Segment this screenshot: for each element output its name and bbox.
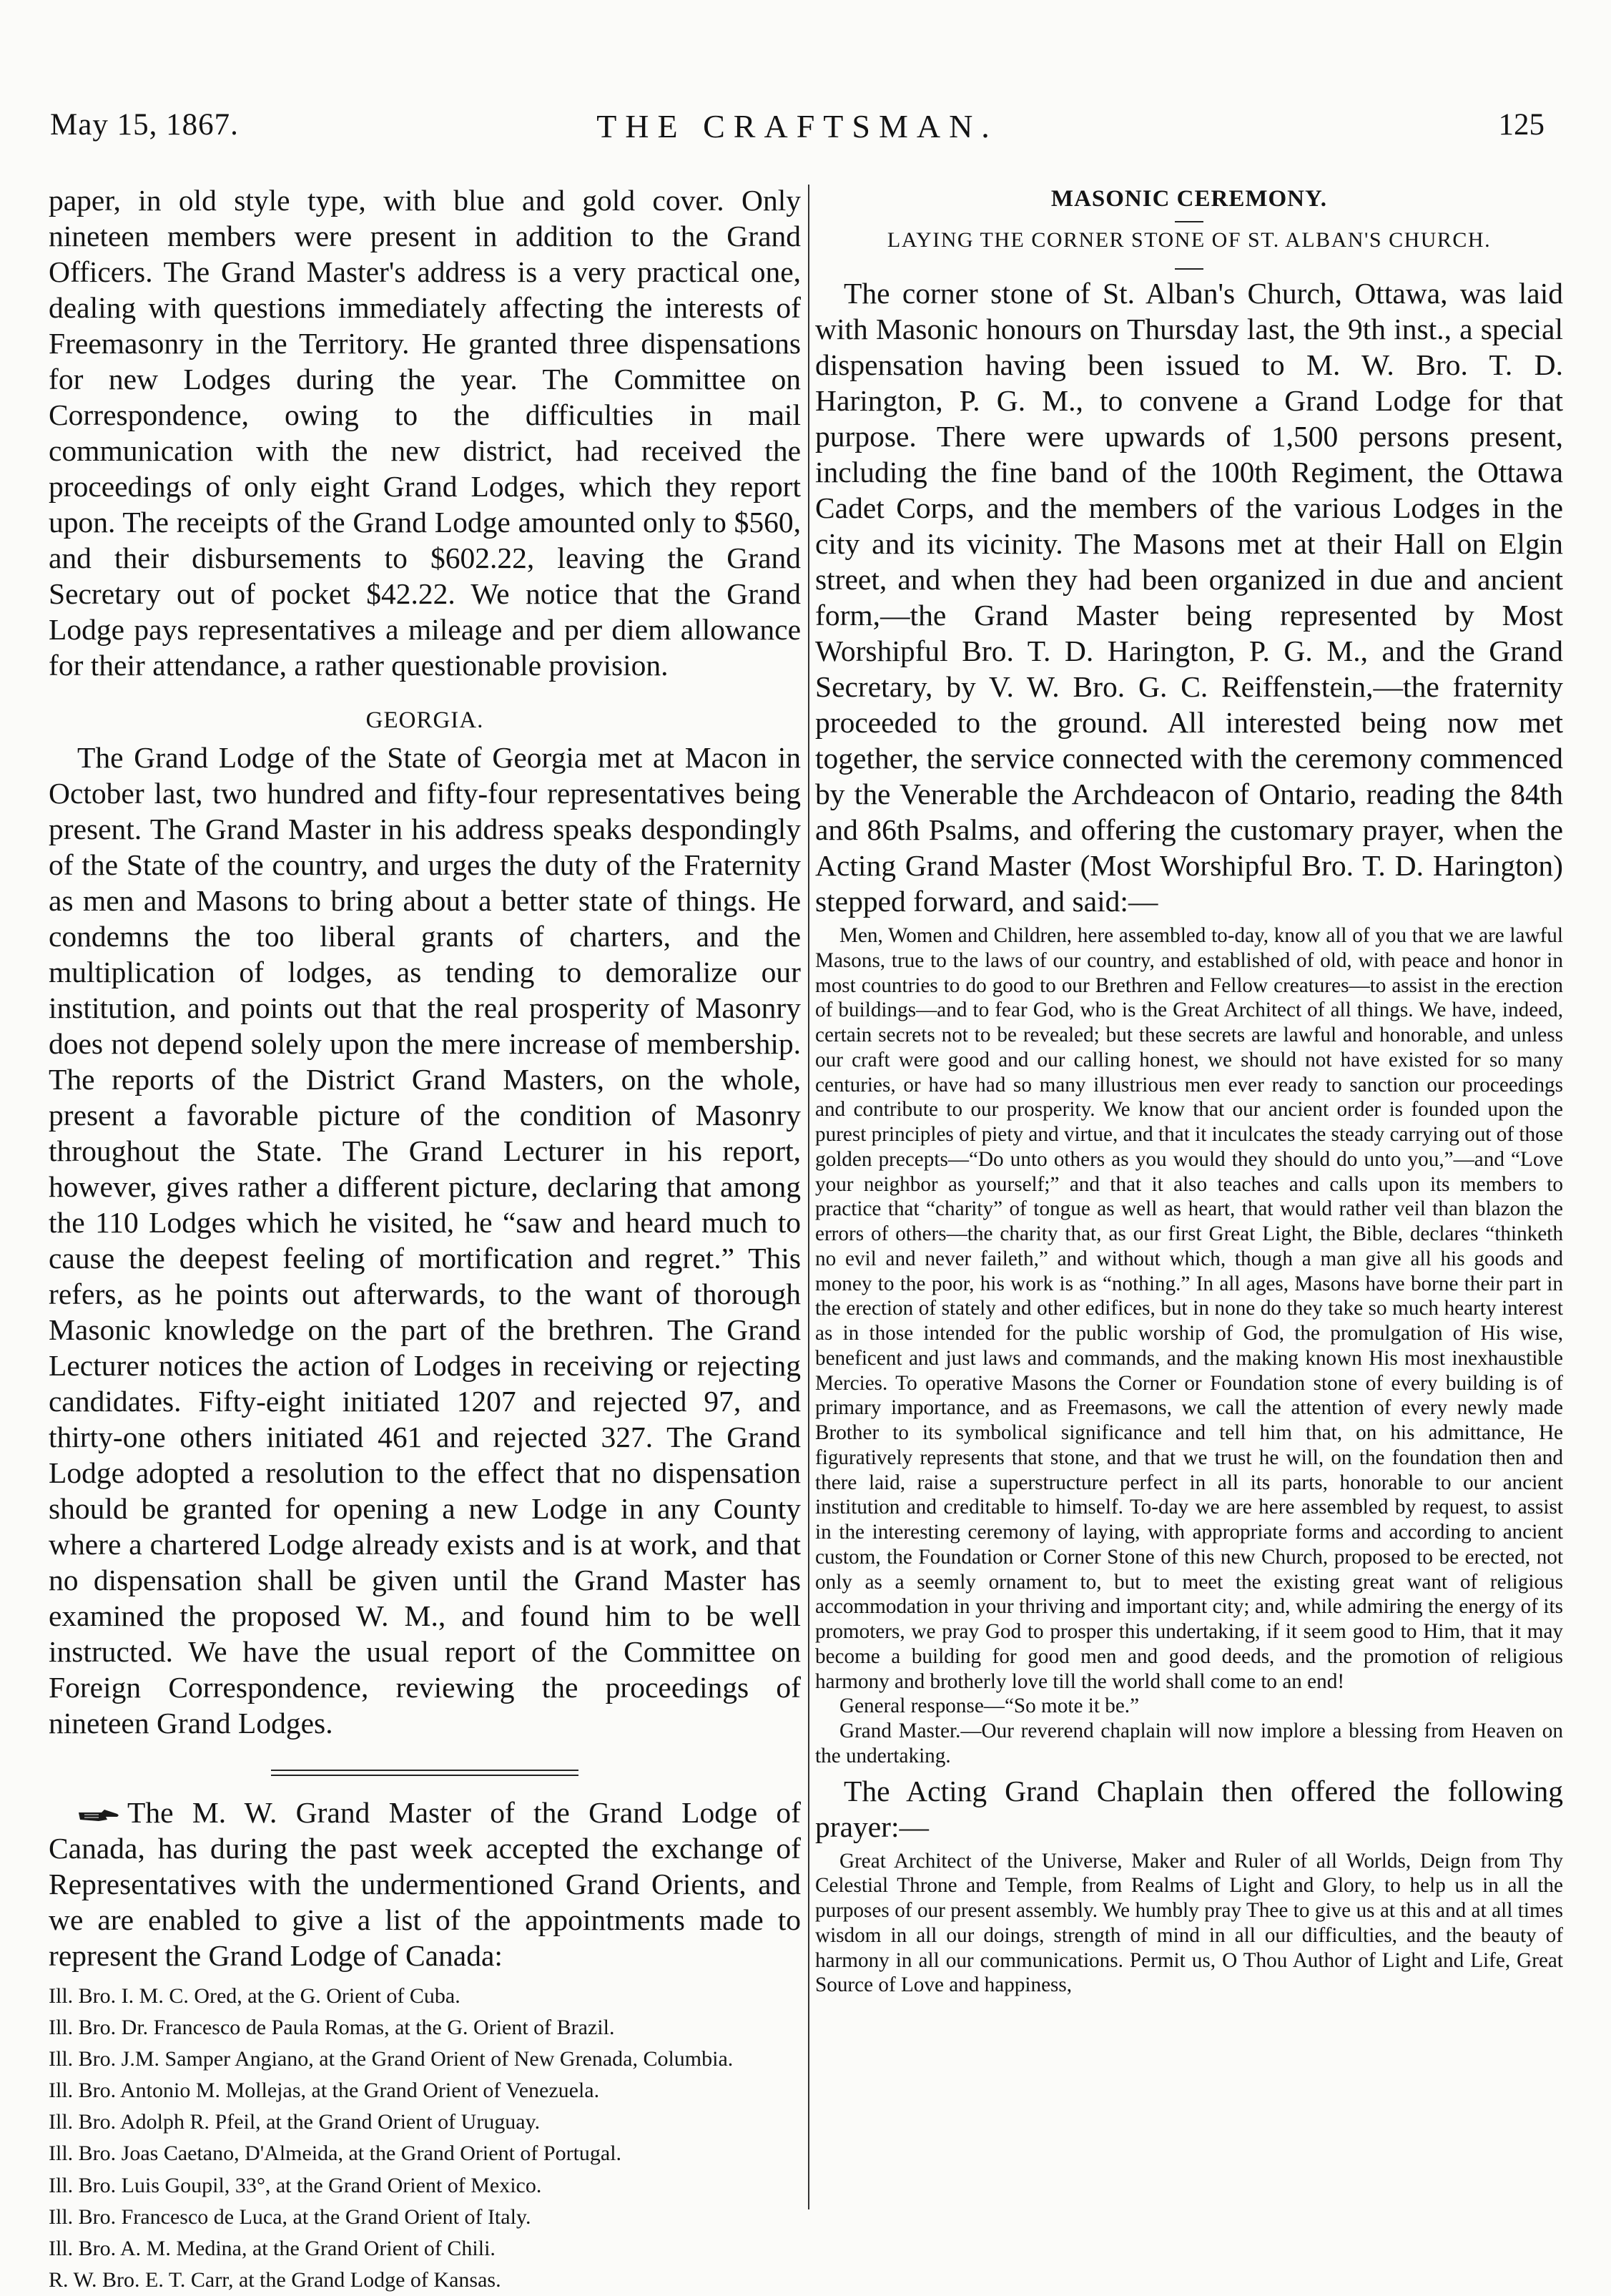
right-column [815,182,1563,2224]
left-column [49,182,801,2292]
list-item: Ill. Bro. Antonio M. Mollejas, at the Grand Orient of Venezuela. [49,2079,600,2103]
subtitle-rule [1175,268,1203,270]
list-item: Ill. Bro. Luis Goupil, 33°, at the Grand Orient of Mexico. [49,2173,542,2197]
page-number: 125 [1498,108,1545,142]
article-title: MASONIC CEREMONY. [1050,186,1328,212]
appointments-list [49,1981,801,2296]
list-item: Ill. Bro. Adolph R. Pfeil, at the Grand Orient of Uruguay. [49,2110,541,2134]
list-item: Ill. Bro. Joas Caetano, D'Almeida, at the Grand Orient of Portugal. [49,2142,622,2166]
ceremony-intro-paragraph: The corner stone of St. Alban's Church, Ottawa, was laid with Masonic honours on Thursday last, the 9th inst., a special dispensation having been issued to M. W. Bro. T. D. Harington, P. G. M., to convene a Grand Lodge for that purpose. There were upwards of 1,500 persons present, including the fine band of the 100th Regiment, the Ottawa Cadet Corps, and the members of the various Lodges in the city and its vicinity. The Masons met at their Hall on Elgin street, and when they had been organized in due and ancient form,—the Grand Master being represented by Most Worshipful Bro. T. D. Harington, P. G. M., and the Grand Secretary, by V. W. Bro. G. C. Reiffenstein,—the fraternity proceeded to the ground. All interested being now met together, the service connected with the ceremony commenced by the Venerable the Archdeacon of Ontario, reading the 84th and 86th Psalms, and offering the customary prayer, when the Acting Grand Master (Most Worshipful Bro. T. D. Harington) stepped forward, and said:— [815,277,1563,918]
list-item: R. W. Bro. E. T. Carr, at the Grand Lodge of Kansas. [49,2267,501,2292]
georgia-heading: GEORGIA. [365,707,484,733]
page-header [50,107,1545,150]
notice-paragraph [49,1795,801,1973]
prayer-paragraph: Great Architect of the Universe, Maker and Ruler of all Worlds, Deign from Thy Celestial Throne and Temple, from Realms of Light and Glory, to help us in all the purposes of our present assembly. We humbly pray Thee to give us at this and at all times wisdom in all our doings, strength of mind in all our difficulties, and the beauty of harmony in all our communications. Permit us, O Thou Author of Light and Life, Great Source of Love and happiness, [815,1849,1563,1997]
chaplain-intro: The Acting Grand Chaplain then offered the following prayer:— [815,1774,1563,1843]
issue-date: May 15, 1867. [50,108,239,142]
section-divider [271,1770,578,1776]
list-item: Ill. Bro. A. M. Medina, at the Grand Orient of Chili. [49,2236,496,2260]
title-rule [1175,221,1203,222]
masthead: THE CRAFTSMAN. [596,108,998,144]
georgia-paragraph: The Grand Lodge of the State of Georgia met at Macon in October last, two hundred and fifty-four representatives being present. The Grand Master in his address speaks despondingly of the State of the country, and urges the duty of the Fraternity as men and Masons to bring about a better state of things. He condemns the too liberal grants of charters, and the multiplication of lodges, as tending to demoralize our institution, and points out that the real prosperity of Masonry does not depend solely upon the mere increase of membership. The reports of the District Grand Masters, on the whole, present a favorable picture of the condition of Masonry throughout the State. The Grand Lecturer in his report, however, gives rather a different picture, declaring that among the 110 Lodges which he visited, he “saw and heard much to cause the deepest feeling of mortification and regret.” This refers, as he points out afterwards, to the want of thorough Masonic knowledge on the part of the brethren. The Grand Lecturer notices the action of Lodges in receiving or rejecting candidates. Fifty-eight initiated 1207 and rejected 97, and thirty-one others initiated 461 and rejected 327. The Grand Lodge adopted a resolution to the effect that no dispensation should be granted for opening a new Lodge in any County where a chartered Lodge already exists and is at work, and that no dispensation shall be given until the Grand Master has examined the proposed W. M., and found him to be well instructed. We have the usual report of the Committee on Foreign Correspondence, reviewing the proceedings of nineteen Grand Lodges. [49,741,801,1740]
notice-text: The M. W. Grand Master of the Grand Lodge of Canada, has during the past week accepted the exchange of Representatives with the undermentioned Grand Orients, and we are enabled to give a list of the appointments made to represent the Grand Lodge of Canada: [49,1796,801,1972]
list-item: Ill. Bro. Dr. Francesco de Paula Romas, at the G. Orient of Brazil. [49,2016,615,2040]
general-response: General response—“So mote it be.” [839,1694,1140,1718]
continued-paragraph: paper, in old style type, with blue and gold cover. Only nineteen members were present in addition to the Grand Officers. The Grand Master's address is a very practical one, dealing with questions immediately affecting the interests of Freemasonry in the Territory. He granted three dispensations for new Lodges during the year. The Committee on Correspondence, owing to the difficulties in mail communication with the new district, had received the proceedings of only eight Grand Lodges, which they report upon. The receipts of the Grand Lodge amounted only to $560, and their disbursements to $602.22, leaving the Grand Secretary out of pocket $42.22. We notice that the Grand Lodge pays representatives a mileage and per diem allowance for their attendance, a rather questionable provision. [49,184,801,682]
list-item: Ill. Bro. Francesco de Luca, at the Grand Orient of Italy. [49,2204,531,2229]
list-item: Ill. Bro. I. M. C. Ored, at the G. Orient of Cuba. [49,1984,460,2008]
article-subtitle: LAYING THE CORNER STONE OF ST. ALBAN'S CHURCH. [887,228,1492,252]
grand-master-address: Men, Women and Children, here assembled to-day, know all of you that we are lawful Masons, true to the laws of our country, and established of old, with peace and honor in most countries to do good to our Brethren and Fellow creatures—to assist in the erection of buildings—and to fear God, who is the Great Architect of all things. We have, indeed, certain secrets not to be revealed; but these secrets are lawful and honorable, and unless our craft were good and our calling honest, we should not have existed for so many centuries, or have had so many illustrious men ever ready to sanction our proceedings and contribute to our prosperity. We know that our ancient order is founded upon the purest principles of piety and virtue, and that it inculcates the steady carrying out of those golden precepts—“Do unto others as you would they should do unto you,”—and “Love your neighbor as yourself;” and that it also teaches and calls upon its members to practice that “charity” of tongue as well as heart, that would rather veil than blazon the errors of others—the charity that, as our first Great Light, the Bible, declares “thinketh no evil and never faileth,” and without which, though a man give all his goods and money to the poor, his work is as “nothing.” In all ages, Masons have borne their part in the erection of stately and other edifices, but in none do they take so much hearty interest as in those intended for the public worship of God, the promulgation of His wise, beneficent and just laws and commands, and the making known His most inexhaustible Mercies. To operative Masons the Corner or Foundation stone of every building is of primary importance, and as Freemasons, we call the attention of every newly made Brother to its symbolical significance and tell him that, on his admittance, He figuratively represents that stone, and that we trust he will, on the foundation then and there laid, raise a superstructure perfect in all its parts, honorable to our ancient institution and creditable to himself. To-day we are here assembled by request, to assist in the interesting ceremony of laying, with appropriate forms and according to ancient custom, the Foundation or Corner Stone of this new Church, proposed to be erected, not only as a seemly ornament to, but to meet the existing great want of religious accommodation in your thriving and important city; and, while admiring the energy of its promoters, we pray God to prosper this undertaking, if it seem good to Him, that it may become a building for good men and good deeds, and the promotion of religious harmony and brotherly love till the world shall come to an end! [815,924,1563,1693]
list-item: Ill. Bro. J.M. Samper Angiano, at the Grand Orient of New Grenada, Columbia. [49,2047,734,2071]
pointing-hand-icon [77,1807,120,1824]
column-divider [808,185,809,2209]
grand-master-line: Grand Master.—Our reverend chaplain will now implore a blessing from Heaven on the undertaking. [815,1719,1563,1767]
